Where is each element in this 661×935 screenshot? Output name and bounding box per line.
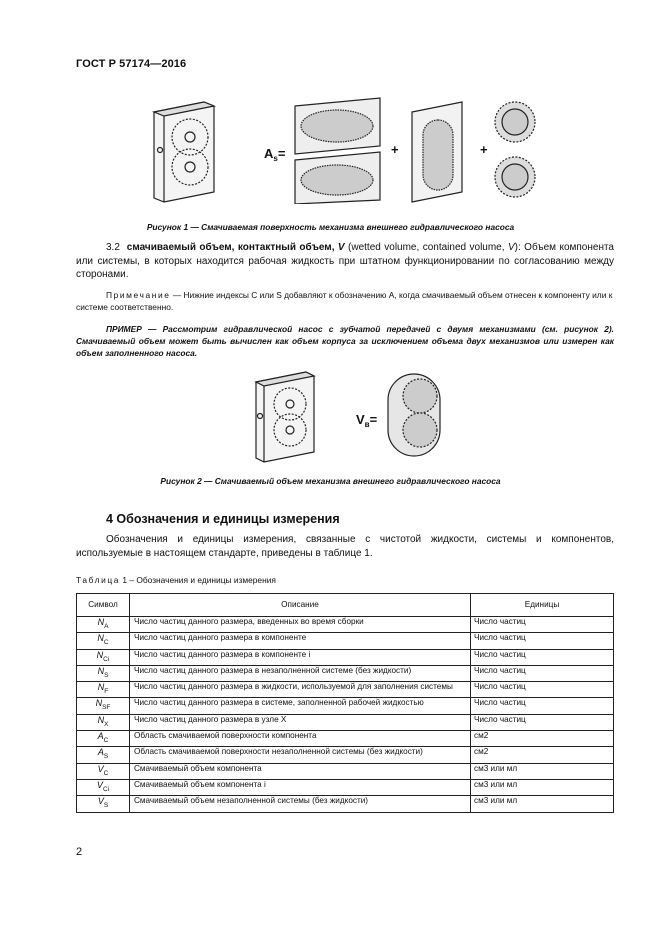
symbol-cell: $N_{Ci}$ <box>77 649 130 665</box>
table-row <box>77 796 614 812</box>
figure-2-caption: Рисунок 2 — Смачиваемый объем механизма внешнего гидравлического насоса <box>160 476 501 486</box>
figure-1-plus-2: + <box>480 142 488 157</box>
table-row <box>77 633 614 649</box>
table-row <box>77 682 614 698</box>
symbol-cell: $N_{SF}$ <box>77 698 130 714</box>
units-cell: Число частиц <box>471 617 614 633</box>
units-cell: Число частиц <box>471 714 614 730</box>
table-header-units: Единицы <box>471 594 614 617</box>
table-row <box>77 731 614 747</box>
units-cell: см2 <box>471 731 614 747</box>
figure-2-volume-label: $V_в=$ <box>356 412 378 429</box>
symbol-cell: $V_C$ <box>77 763 130 779</box>
table-row <box>77 698 614 714</box>
units-cell: см3 или мл <box>471 779 614 795</box>
units-cell: Число частиц <box>471 649 614 665</box>
units-cell: см3 или мл <box>471 796 614 812</box>
table-row <box>77 763 614 779</box>
table-row <box>77 665 614 681</box>
section-4-intro: Обозначения и единицы измерения, связанные с чистотой жидкости, системы и компонентов, используемые в настоящем стандарте, приведены в таблице 1. <box>76 534 614 559</box>
table-row <box>77 714 614 730</box>
table-row <box>77 779 614 795</box>
symbol-cell: $N_A$ <box>77 617 130 633</box>
figure-1-area-label: $A_s=$ <box>264 146 286 163</box>
description-cell: Область смачиваемой поверхности компонента <box>130 731 471 747</box>
table-row <box>77 649 614 665</box>
symbol-cell: $N_F$ <box>77 682 130 698</box>
page-number: 2 <box>76 846 83 858</box>
note: Примечание — Нижние индексы С или S добавляют к обозначению А, когда смачиваемый объем отнесен к компоненту или к системе соответственно. <box>76 290 613 312</box>
symbol-cell: $V_{Ci}$ <box>77 779 130 795</box>
figure-1-caption: Рисунок 1 — Смачиваемая поверхность механизма внешнего гидравлического насоса <box>146 222 515 232</box>
table-caption: Таблица 1 – Обозначения и единицы измерения <box>76 575 276 585</box>
description-cell: Число частиц данного размера, введенных во время сборки <box>130 617 471 633</box>
figure-1-plus-1: + <box>391 142 399 157</box>
symbols-table <box>76 593 614 813</box>
units-cell: Число частиц <box>471 665 614 681</box>
description-cell: Число частиц данного размера в системе, заполненной рабочей жидкостью <box>130 698 471 714</box>
description-cell: Число частиц данного размера в незаполненной системе (без жидкости) <box>130 665 471 681</box>
description-cell: Смачиваемый объем компонента i <box>130 779 471 795</box>
units-cell: Число частиц <box>471 682 614 698</box>
table-header-description: Описание <box>130 594 471 617</box>
description-cell: Смачиваемый объем компонента <box>130 763 471 779</box>
description-cell: Число частиц данного размера в компоненте <box>130 633 471 649</box>
description-cell: Область смачиваемой поверхности незаполненной системы (без жидкости) <box>130 747 471 763</box>
section-4-heading: 4 Обозначения и единицы измерения <box>106 512 340 526</box>
units-cell: Число частиц <box>471 698 614 714</box>
units-cell: см3 или мл <box>471 763 614 779</box>
table-header-row <box>77 594 614 617</box>
description-cell: Число частиц данного размера в компоненте i <box>130 649 471 665</box>
table-row <box>77 617 614 633</box>
symbol-cell: $A_C$ <box>77 731 130 747</box>
description-cell: Число частиц данного размера в жидкости, используемой для заполнения системы <box>130 682 471 698</box>
symbol-cell: $N_S$ <box>77 665 130 681</box>
description-cell: Число частиц данного размера в узле X <box>130 714 471 730</box>
figure-2-drawing <box>248 368 468 463</box>
table-header-symbol: Символ <box>77 594 130 617</box>
symbol-cell: $V_S$ <box>77 796 130 812</box>
example: ПРИМЕР — Рассмотрим гидравлической насос с зубчатой передачей с двумя механизмами (см. рисунок 2). Смачиваемый объем может быть вычислен как объем корпуса за исключением объема двух механизмов или измерен как объем заполненного насоса. <box>76 324 614 358</box>
symbol-cell: $N_X$ <box>77 714 130 730</box>
units-cell: см2 <box>471 747 614 763</box>
figure-1-drawing <box>140 92 560 204</box>
description-cell: Смачиваемый объем незаполненной системы (без жидкости) <box>130 796 471 812</box>
symbol-cell: $A_S$ <box>77 747 130 763</box>
document-header: ГОСТ Р 57174—2016 <box>76 58 187 70</box>
symbol-cell: $N_C$ <box>77 633 130 649</box>
definition-3-2: 3.2 смачиваемый объем, контактный объем, V (wetted volume, contained volume, V): Объем компонента или системы, в которых находится рабочая жидкость при штатном функционировании по согласованию между сторонами. <box>76 242 614 280</box>
units-cell: Число частиц <box>471 633 614 649</box>
table-row <box>77 747 614 763</box>
